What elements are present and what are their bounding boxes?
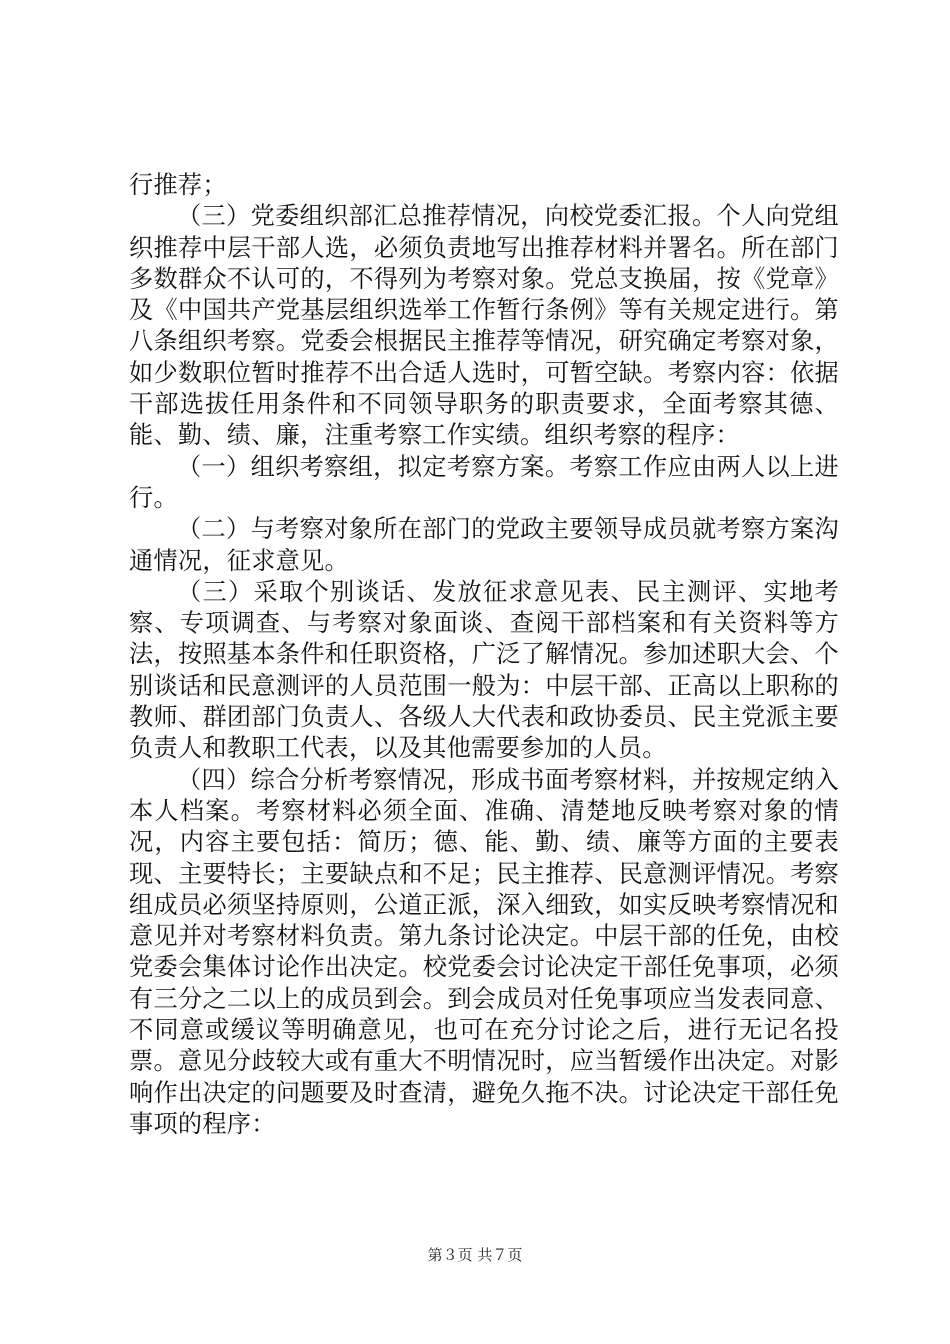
paragraph: （三）党委组织部汇总推荐情况，向校党委汇报。个人向党组织推荐中层干部人选，必须负责地写出推荐材料并署名。所在部门多数群众不认可的，不得列为考察对象。党总支换届，按《党章》及《中国共产党基层组织选举工作暂行条例》等有关规定进行。第八条组织考察。党委会根据民主推荐等情况，研究确定考察对象，如少数职位暂时推荐不出合适人选时，可暂空缺。考察内容：依据干部选拔任用条件和不同领导职务的职责要求，全面考察其德、能、勤、绩、廉，注重考察工作实绩。组织考察的程序： [129, 202, 839, 450]
paragraph: （一）组织考察组，拟定考察方案。考察工作应由两人以上进行。 [129, 452, 839, 512]
page-number-footer: 第３页 共７页 [427, 1246, 523, 1264]
paragraph: 行推荐； [129, 171, 227, 199]
paragraph: （三）采取个别谈话、发放征求意见表、民主测评、实地考察、专项调查、与考察对象面谈、查阅干部档案和有关资料等方法，按照基本条件和任职资格，广泛了解情况。参加述职大会、个别谈话和民意测评的人员范围一般为：中层干部、正高以上职称的教师、群团部门负责人、各级人大代表和政协委员、民主党派主要负责人和教职工代表，以及其他需要参加的人员。 [129, 577, 839, 763]
document-body [129, 170, 839, 1140]
paragraph: （四）综合分析考察情况，形成书面考察材料，并按规定纳入本人档案。考察材料必须全面、准确、清楚地反映考察对象的情况，内容主要包括：简历；德、能、勤、绩、廉等方面的主要表现、主要特长；主要缺点和不足；民主推荐、民意测评情况。考察组成员必须坚持原则，公道正派，深入细致，如实反映考察情况和意见并对考察材料负责。第九条讨论决定。中层干部的任免，由校党委会集体讨论作出决定。校党委会讨论决定干部任免事项，必须有三分之二以上的成员到会。到会成员对任免事项应当发表同意、不同意或缓议等明确意见，也可在充分讨论之后，进行无记名投票。意见分歧较大或有重大不明情况时，应当暂缓作出决定。对影响作出决定的问题要及时查清，避免久拖不决。讨论决定干部任免事项的程序： [129, 765, 839, 1138]
paragraph: （二）与考察对象所在部门的党政主要领导成员就考察方案沟通情况，征求意见。 [129, 515, 839, 575]
